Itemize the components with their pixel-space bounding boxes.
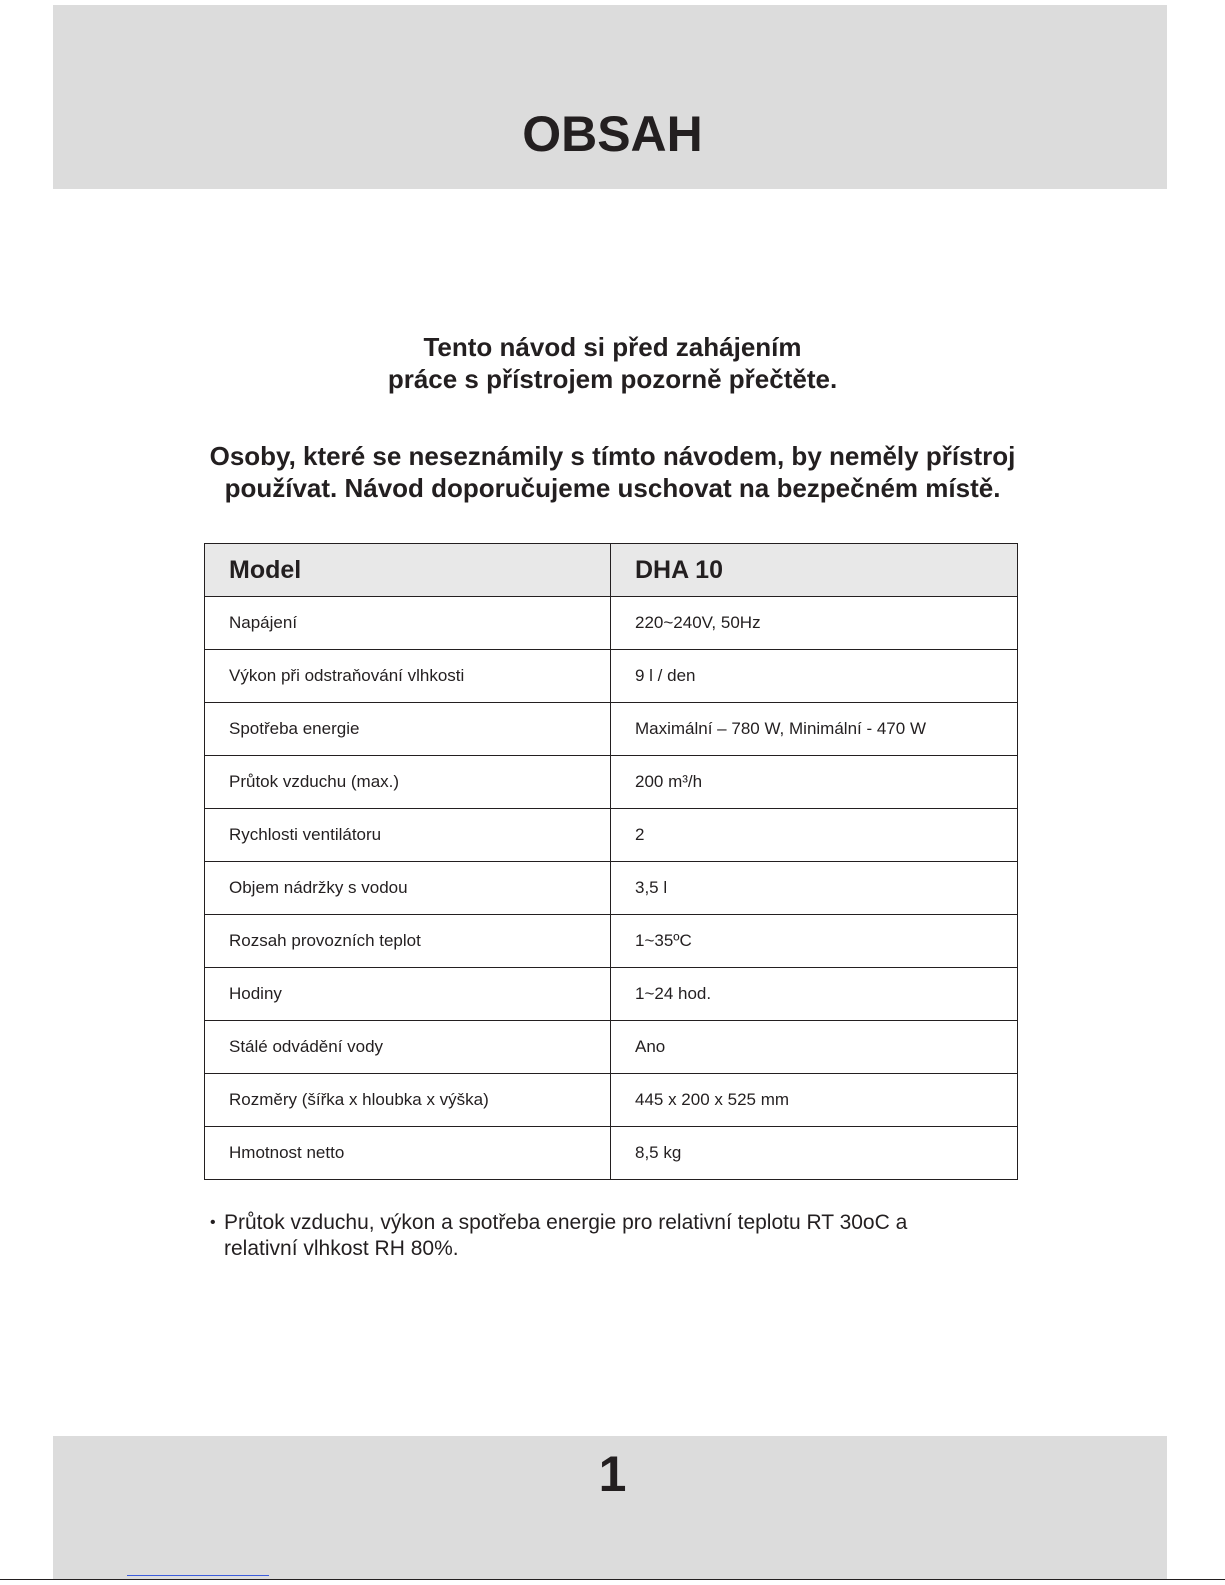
- intro-read-notice: [0, 331, 1225, 395]
- spec-label: Napájení: [205, 597, 611, 650]
- spec-value: 8,5 kg: [611, 1127, 1018, 1180]
- footnote-line-1: Průtok vzduchu, výkon a spotřeba energie pro relativní teplotu RT 30oC a: [224, 1211, 908, 1234]
- spec-value: Maximální – 780 W, Minimální - 470 W: [611, 703, 1018, 756]
- spec-value: 1~35ºC: [611, 915, 1018, 968]
- link-underline: [127, 1575, 269, 1576]
- spec-value: 9 l / den: [611, 650, 1018, 703]
- bullet-icon: •: [210, 1214, 216, 1231]
- footnote: [212, 1210, 992, 1262]
- table-row: [205, 809, 1018, 862]
- spec-label: Výkon při odstraňování vlhkosti: [205, 650, 611, 703]
- footnote-line-2: relativní vlhkost RH 80%.: [224, 1237, 459, 1260]
- table-row: [205, 756, 1018, 809]
- spec-value: 1~24 hod.: [611, 968, 1018, 1021]
- table-header-model-value: DHA 10: [611, 544, 1018, 597]
- table-row: [205, 650, 1018, 703]
- page-number: 1: [598, 1446, 627, 1502]
- spec-label: Stálé odvádění vody: [205, 1021, 611, 1074]
- table-header-model-label: Model: [205, 544, 611, 597]
- specification-table: [204, 543, 1018, 1180]
- spec-label: Průtok vzduchu (max.): [205, 756, 611, 809]
- spec-value: 2: [611, 809, 1018, 862]
- table-row: [205, 1021, 1018, 1074]
- table-row: [205, 968, 1018, 1021]
- intro-warning: [0, 440, 1225, 504]
- table-row: [205, 1127, 1018, 1180]
- table-row: [205, 597, 1018, 650]
- spec-label: Rozměry (šířka x hloubka x výška): [205, 1074, 611, 1127]
- intro-read-notice-line-1: Tento návod si před zahájením: [423, 332, 802, 362]
- table-row: [205, 703, 1018, 756]
- table-row: [205, 1074, 1018, 1127]
- spec-label: Objem nádržky s vodou: [205, 862, 611, 915]
- table-header-row: [205, 544, 1018, 597]
- intro-warning-line-2: používat. Návod doporučujeme uschovat na bezpečném místě.: [224, 473, 1001, 503]
- intro-read-notice-line-2: práce s přístrojem pozorně přečtěte.: [387, 364, 838, 394]
- bottom-divider: [0, 1579, 1225, 1580]
- spec-value: 220~240V, 50Hz: [611, 597, 1018, 650]
- spec-value: 445 x 200 x 525 mm: [611, 1074, 1018, 1127]
- page-title: OBSAH: [522, 106, 703, 162]
- table-row: [205, 915, 1018, 968]
- intro-warning-line-1: Osoby, které se neseznámily s tímto návodem, by neměly přístroj: [209, 441, 1016, 471]
- spec-label: Hodiny: [205, 968, 611, 1021]
- spec-label: Rozsah provozních teplot: [205, 915, 611, 968]
- spec-value: 200 m³/h: [611, 756, 1018, 809]
- spec-label: Hmotnost netto: [205, 1127, 611, 1180]
- spec-label: Rychlosti ventilátoru: [205, 809, 611, 862]
- spec-value: Ano: [611, 1021, 1018, 1074]
- spec-value: 3,5 l: [611, 862, 1018, 915]
- spec-label: Spotřeba energie: [205, 703, 611, 756]
- table-row: [205, 862, 1018, 915]
